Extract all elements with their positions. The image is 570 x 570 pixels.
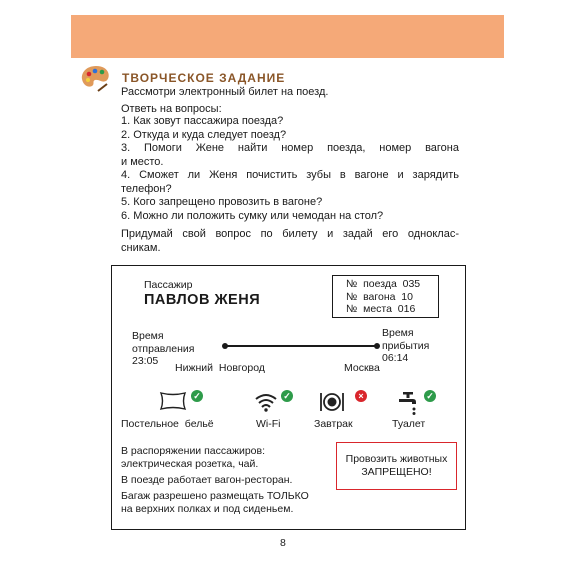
warning-line: Провозить животных (345, 453, 448, 465)
departure-time: 23:05 (132, 355, 159, 367)
tap-icon (396, 390, 420, 416)
status-check-icon: ✓ (281, 390, 293, 402)
info-line: В распоряжении пассажиров: (121, 445, 266, 457)
arrival-dot (374, 343, 380, 349)
departure-dot (222, 343, 228, 349)
task-title: ТВОРЧЕСКОЕ ЗАДАНИЕ (122, 71, 286, 85)
status-check-icon: ✓ (191, 390, 203, 402)
from-city: Нижний Новгород (175, 362, 265, 374)
question-line: 1. Как зовут пассажира поезда? (121, 115, 284, 127)
warning-box (336, 442, 457, 490)
departure-label-line: Время (132, 330, 164, 342)
arrival-time: 06:14 (382, 352, 409, 364)
train-info-box (332, 275, 439, 318)
question-line: 6. Можно ли положить сумку или чемодан на стол? (121, 209, 384, 222)
questions-list (121, 115, 459, 223)
question-line: 5. Кого запрещено провозить в вагоне? (121, 196, 323, 208)
pillow-icon (158, 390, 188, 412)
question-line: 2. Откуда и куда следует поезд? (121, 128, 287, 141)
question-line: телефон? (121, 182, 172, 195)
info-line: В поезде работает вагон-ресторан. (121, 474, 293, 486)
amenity-label: Wi-Fi (256, 418, 281, 430)
passenger-name: ПАВЛОВ ЖЕНЯ (144, 292, 261, 308)
warning-line: ЗАПРЕЩЕНО! (361, 465, 432, 478)
info-text (121, 490, 309, 515)
questions-heading: Ответь на вопросы: (121, 103, 222, 115)
amenity-label: Туалет (392, 418, 426, 430)
prompt-text (121, 228, 459, 255)
departure-label-line: отправления (132, 342, 195, 355)
to-city: Москва (344, 362, 380, 374)
arrival-label-line: прибытия (382, 339, 430, 352)
info-line: Багаж разрешено размещать ТОЛЬКО (121, 490, 309, 502)
e-ticket (111, 265, 466, 530)
car-number: № вагона 10 (346, 290, 413, 303)
route-line (224, 345, 377, 347)
page-number: 8 (280, 537, 286, 549)
train-number: № поезда 035 (346, 278, 421, 290)
amenity-label: Завтрак (314, 418, 353, 430)
wifi-icon (254, 392, 278, 412)
passenger-label: Пассажир (144, 279, 193, 291)
question-line: 3. Помоги Жене найти номер поезда, номер вагона (121, 142, 459, 154)
top-color-band (71, 15, 504, 58)
status-check-icon: ✓ (424, 390, 436, 402)
prompt-line: сникам. (121, 241, 161, 254)
question-line: и место. (121, 155, 164, 168)
arrival-label (382, 327, 429, 365)
status-cross-icon: × (355, 390, 367, 402)
intro-text: Рассмотри электронный билет на поезд. (121, 86, 329, 98)
arrival-label-line: Время (382, 327, 414, 339)
seat-number: № места 016 (346, 303, 416, 315)
info-line: электрическая розетка, чай. (121, 457, 259, 470)
prompt-line: Придумай свой вопрос по билету и задай его одноклас- (121, 228, 459, 240)
palette-icon (80, 64, 112, 92)
amenity-label: Постельное бельё (121, 418, 214, 430)
plate-cutlery-icon (318, 390, 346, 414)
info-line: на верхних полках и под сиденьем. (121, 502, 294, 515)
question-line: 4. Сможет ли Женя почистить зубы в вагоне и зарядить (121, 169, 459, 181)
info-text (121, 445, 265, 470)
